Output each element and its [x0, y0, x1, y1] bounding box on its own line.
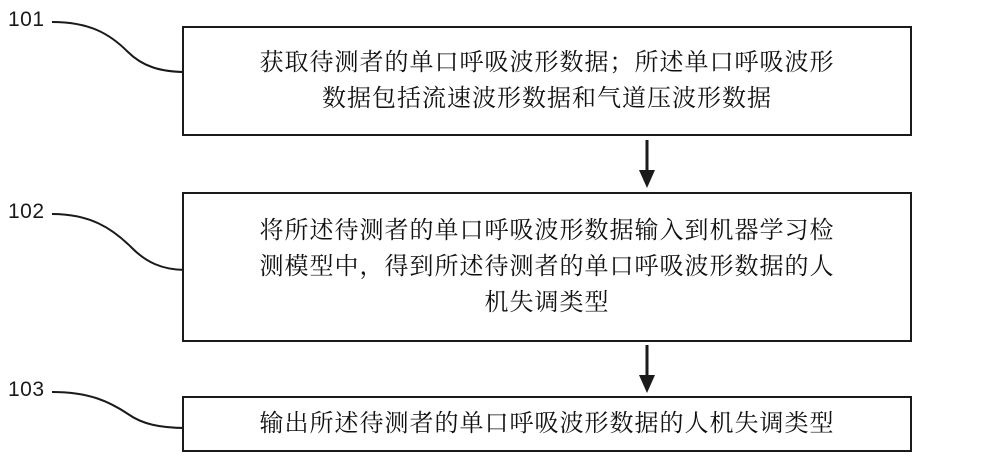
leader-line-103: [50, 388, 190, 436]
process-box-101: [182, 26, 912, 136]
process-box-103: [182, 396, 912, 452]
arrow-102-to-103: [617, 345, 677, 395]
step-reference-101: 101: [8, 8, 45, 31]
step-reference-102: 102: [8, 200, 45, 223]
leader-line-101: [50, 18, 190, 78]
arrow-101-to-102: [617, 140, 677, 190]
process-box-103-text: 输出所述待测者的单口呼吸波形数据的人机失调类型: [259, 410, 835, 437]
process-box-101-text: 获取待测者的单口呼吸波形数据；所述单口呼吸波形 数据包括流速波形数据和气道压波形数据: [259, 49, 835, 112]
process-box-102: [182, 192, 912, 342]
step-reference-103: 103: [8, 378, 45, 401]
leader-line-102: [50, 210, 190, 278]
process-box-102-text: 将所述待测者的单口呼吸波形数据输入到机器学习检 测模型中，得到所述待测者的单口呼吸波形数据的人 机失调类型: [259, 217, 835, 316]
